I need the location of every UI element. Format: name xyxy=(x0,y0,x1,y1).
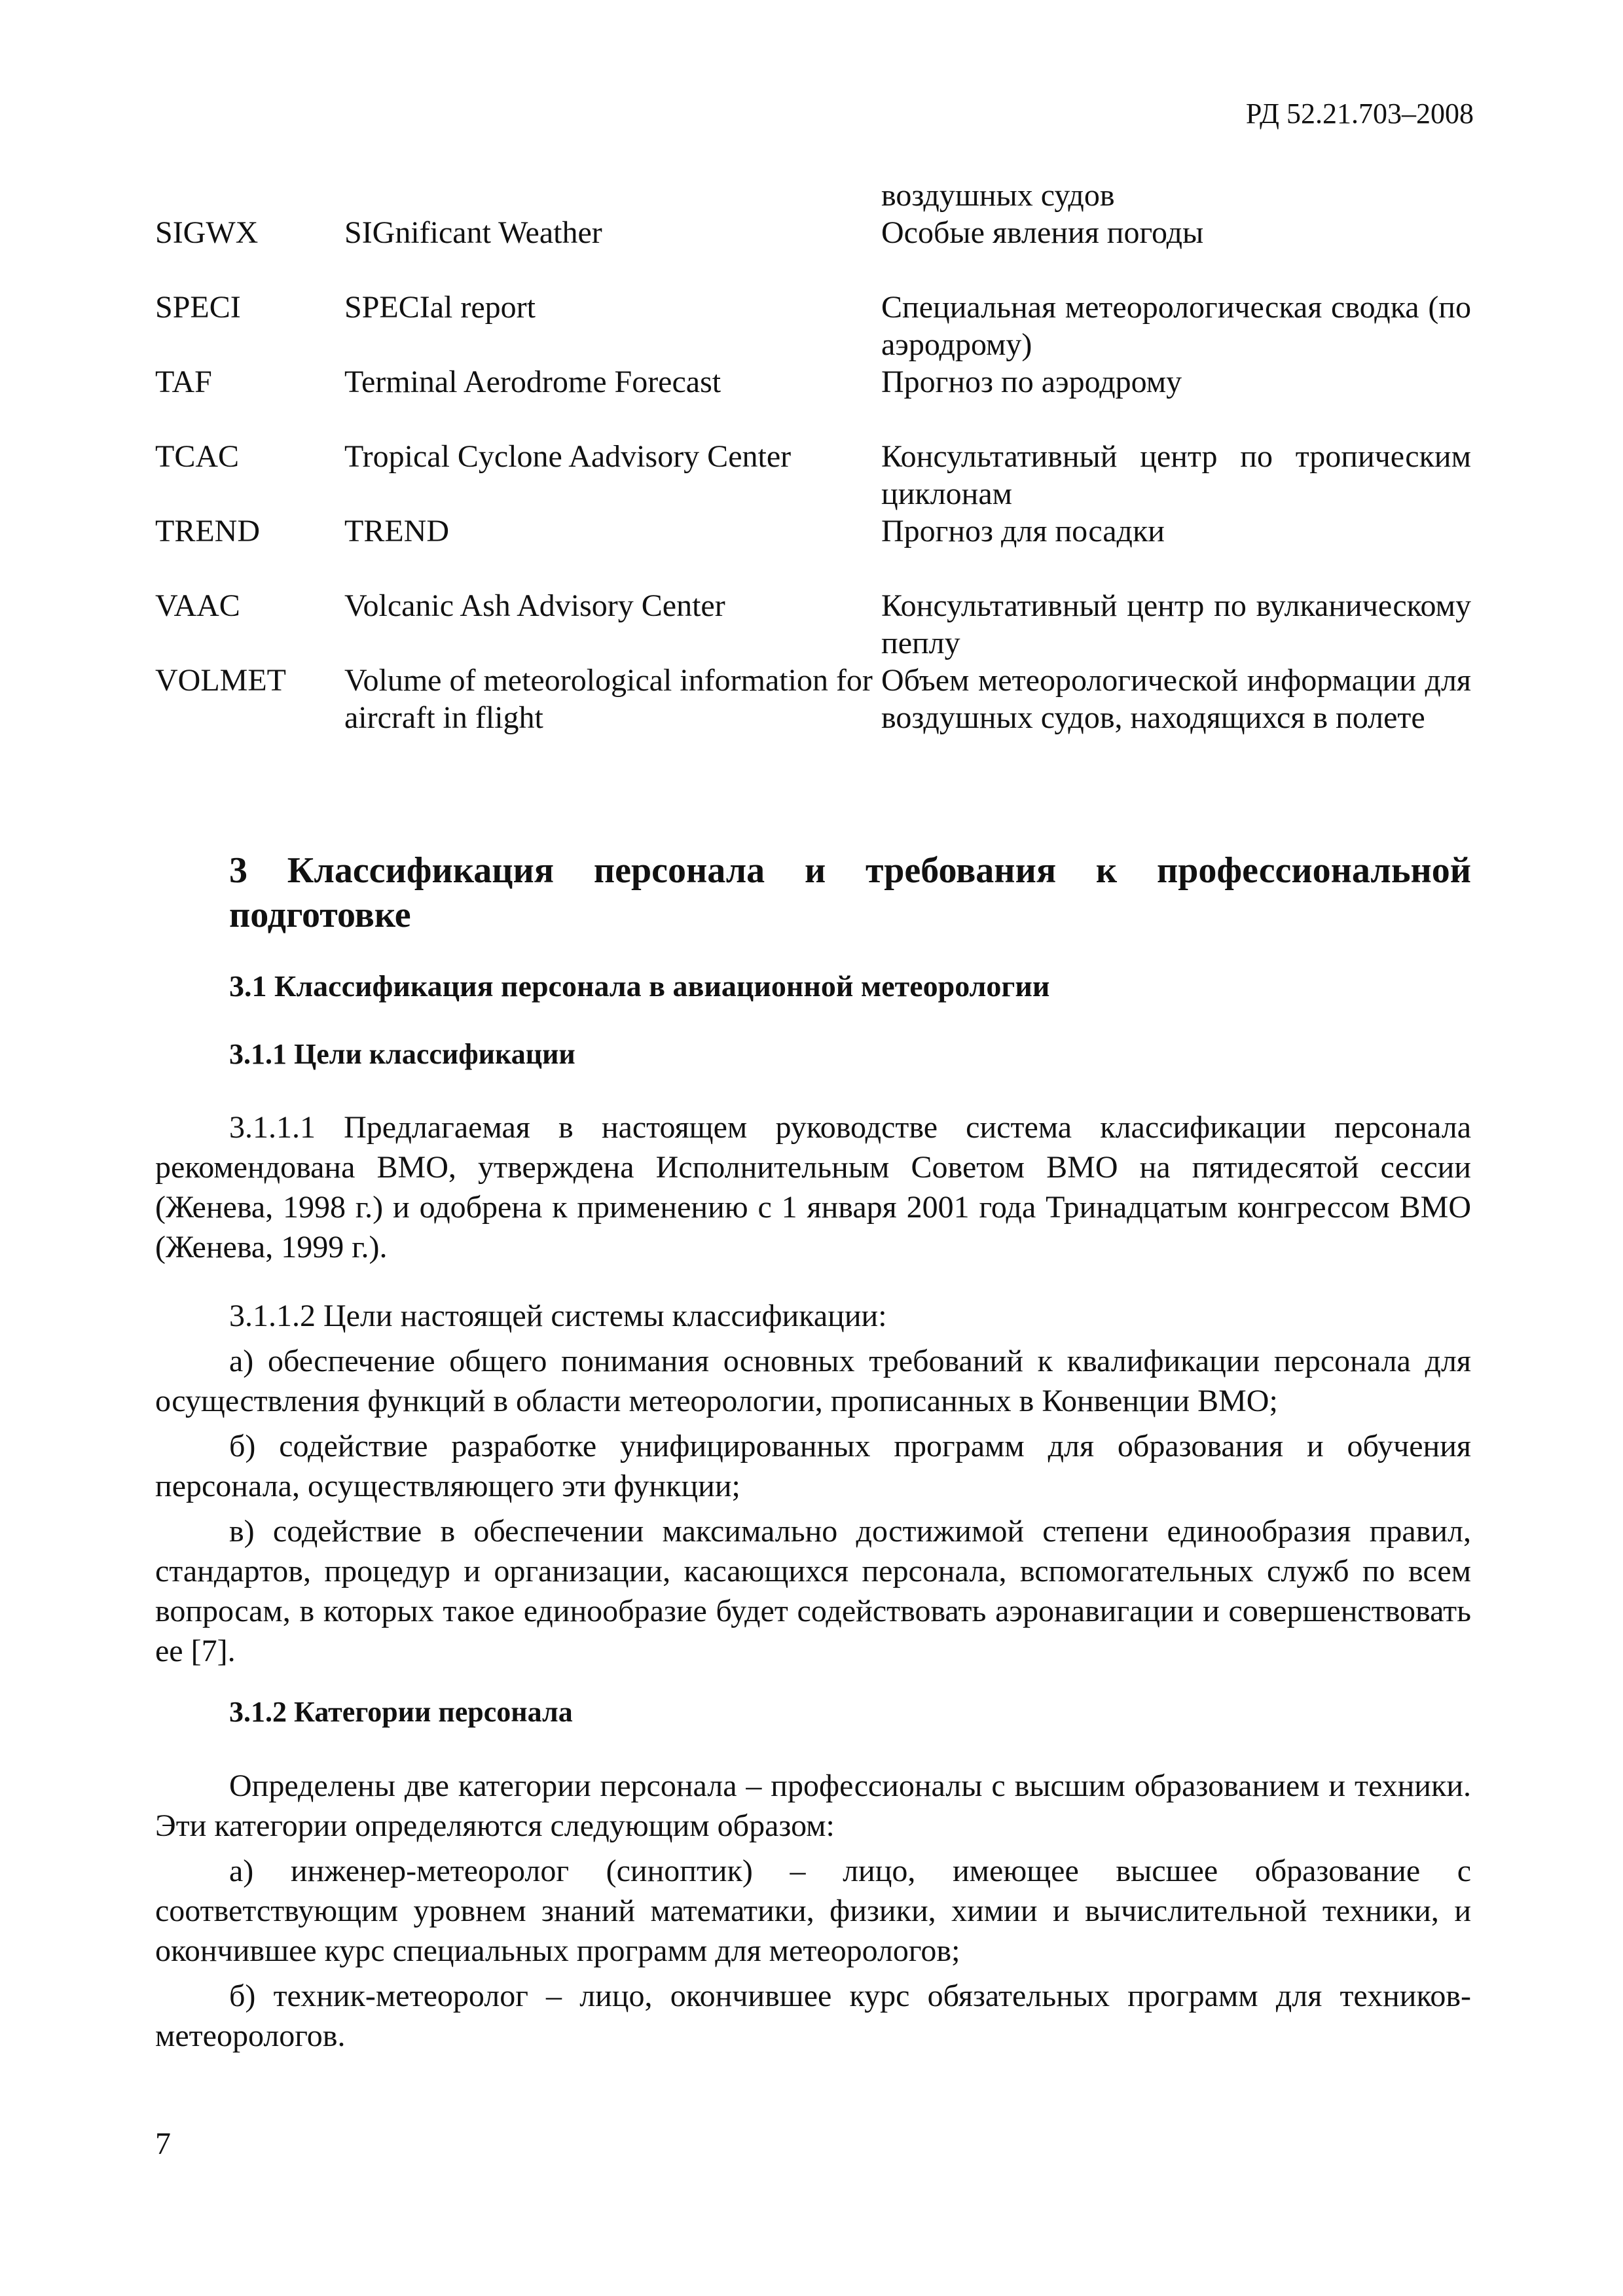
russian-cell: Объем метеорологической информации для воздушных судов, находящихся в полете xyxy=(881,663,1471,735)
document-code: РД 52.21.703–2008 xyxy=(1245,98,1474,130)
english-cell: SIGnificant Weather xyxy=(344,215,602,250)
english-cell: Terminal Aerodrome Forecast xyxy=(344,365,721,399)
russian-cell: Консультативный центр по тропическим циклонам xyxy=(881,439,1471,511)
english-cell: Volcanic Ash Advisory Center xyxy=(344,588,725,623)
russian-cell: Консультативный центр по вулканическому пеплу xyxy=(881,588,1471,660)
abbr-cell: VOLMET xyxy=(155,663,286,698)
english-cell: Tropical Cyclone Aadvisory Center xyxy=(344,439,792,474)
table-cell-carry-over: воздушных судов xyxy=(881,178,1115,213)
english-cell: SPECIal report xyxy=(344,290,536,325)
section-3-heading: 3 Классификация персонала и требования к профессиональной подготовке xyxy=(229,850,1471,935)
paragraph-3-1-1-2: 3.1.1.2 Цели настоящей системы классификации: xyxy=(229,1299,887,1333)
abbr-cell: SPECI xyxy=(155,290,241,325)
section-3-1-heading: 3.1 Классификация персонала в авиационной метеорологии xyxy=(229,969,1050,1003)
section-3-1-2-heading: 3.1.2 Категории персонала xyxy=(229,1696,573,1728)
english-cell: Volume of meteorological information for aircraft in flight xyxy=(344,663,873,735)
abbr-cell: VAAC xyxy=(155,588,240,623)
russian-cell: Особые явления погоды xyxy=(881,215,1204,250)
table-row xyxy=(155,662,1471,736)
table-row xyxy=(155,438,1471,512)
abbreviation-table xyxy=(155,177,1471,736)
abbr-cell: TREND xyxy=(155,514,260,548)
categories-intro: Определены две категории персонала – профессионалы с высшим образованием и техники. Эти категории определяются следующим образом: xyxy=(155,1768,1471,1843)
categories-block xyxy=(155,1766,1471,2056)
table-row xyxy=(155,363,1471,438)
table-row xyxy=(155,214,1471,289)
goal-a: а) обеспечение общего понимания основных требований к квалификации персонала для осуществления функций в области метеорологии, прописанных в Конвенции ВМО; xyxy=(155,1344,1471,1418)
abbr-cell: SIGWX xyxy=(155,215,259,250)
table-row xyxy=(155,512,1471,587)
goal-c: в) содействие в обеспечении максимально достижимой степени единообразия правил, стандартов, процедур и организации, касающихся персонала, вспомогательных служб по всем вопросам, в которых такое единообразие будет содействовать аэронавигации и совершенствовать ее [7]. xyxy=(155,1514,1471,1668)
section-3-1-1-heading: 3.1.1 Цели классификации xyxy=(229,1038,575,1070)
table-row xyxy=(155,587,1471,662)
english-cell: TREND xyxy=(344,514,449,548)
category-b: б) техник-метеоролог – лицо, окончившее курс обязательных программ для техников-метеорологов. xyxy=(155,1979,1471,2053)
page-number: 7 xyxy=(155,2126,171,2161)
russian-cell: Прогноз для посадки xyxy=(881,514,1165,548)
goals-block xyxy=(155,1296,1471,1671)
abbr-cell: TCAC xyxy=(155,439,240,474)
abbr-cell: TAF xyxy=(155,365,212,399)
russian-cell: Прогноз по аэродрому xyxy=(881,365,1182,399)
russian-cell: Специальная метеорологическая сводка (по аэродрому) xyxy=(881,290,1471,362)
goal-b: б) содействие разработке унифицированных программ для образования и обучения персонала, осуществляющего эти функции; xyxy=(155,1429,1471,1503)
paragraph-3-1-1-1: 3.1.1.1 Предлагаемая в настоящем руководстве система классификации персонала рекомендована ВМО, утверждена Исполнительным Советом ВМО на пятидесятой сессии (Женева, 1998 г.) и одобрена к применению с 1 января 2001 года Тринадцатым конгрессом ВМО (Женева, 1999 г.). xyxy=(155,1110,1471,1265)
table-row xyxy=(155,289,1471,363)
category-a: а) инженер-метеоролог (синоптик) – лицо, имеющее высшее образование с соответствующим уровнем знаний математики, физики, химии и вычислительной техники, и окончившее курс специальных программ для метеорологов; xyxy=(155,1854,1471,1968)
